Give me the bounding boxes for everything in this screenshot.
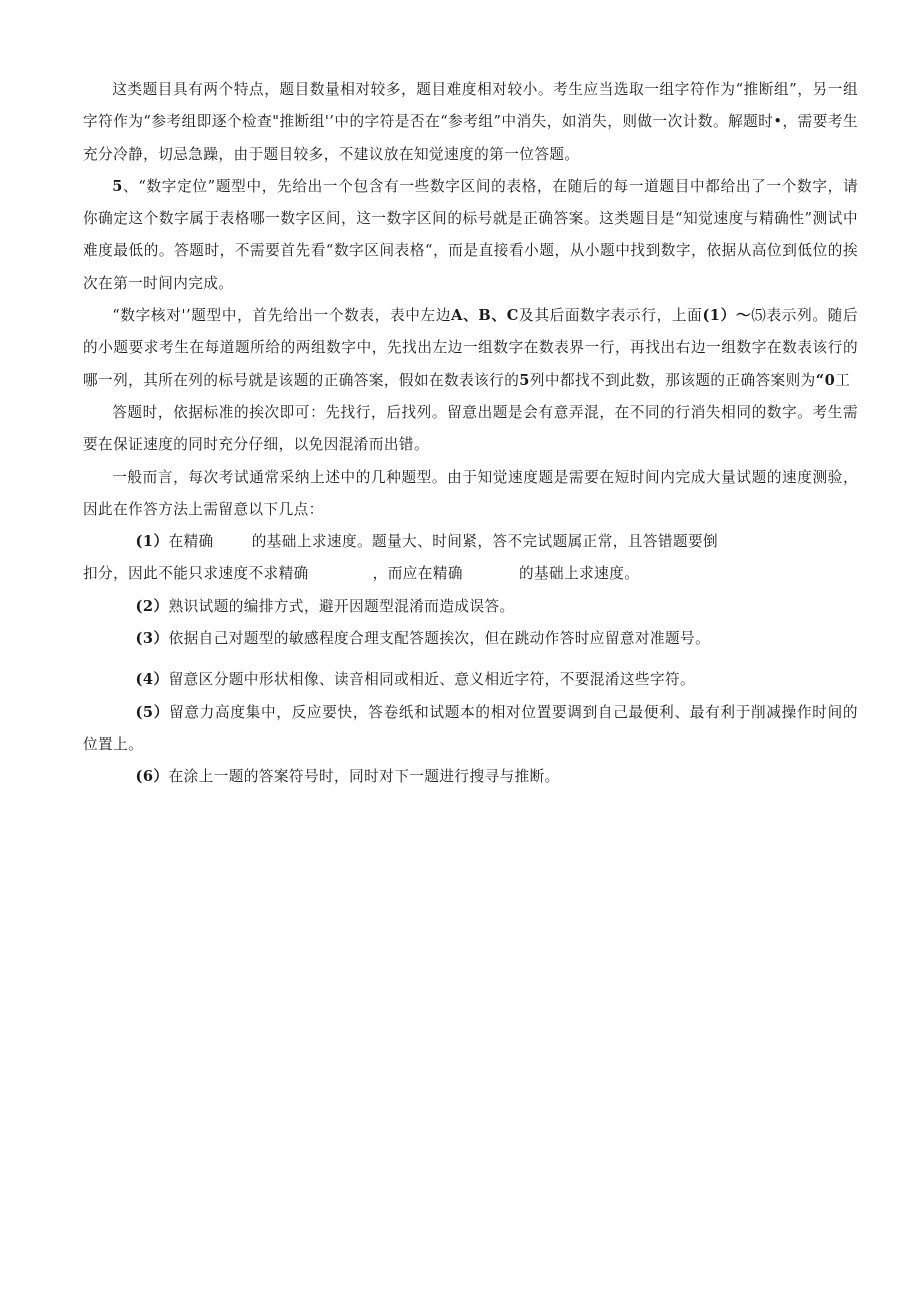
list-item-5 xyxy=(83,697,858,762)
list-item-2 xyxy=(83,591,858,623)
text-segment: ⑸表示列。随后的小题要求考生在每道题所给的两组数字中，先找出左边一组数字在数表界一行，再找出右边一组数字在数表该行的哪一列，其所在列的标号就是该题的正确答案，假如在数表该行的 xyxy=(83,307,858,389)
list-number: (6） xyxy=(135,768,169,786)
list-text: 依据自己对题型的敏感程度合理支配答题挨次，但在跳动作答时应留意对准题号。 xyxy=(168,630,711,648)
list-text: 留意力高度集中，反应要快，答卷纸和试题本的相对位置要调到自己最便利、最有利于削减操作时间的位置上。 xyxy=(83,703,858,753)
list-number: (2） xyxy=(135,597,169,615)
answer-zero: “0 xyxy=(815,371,836,389)
section-number: 5 xyxy=(112,177,123,195)
list-number: (1） xyxy=(135,533,169,551)
list-text: 扣分，因此不能只求速度不求精确 xyxy=(83,565,309,583)
list-text: 在精确 xyxy=(168,533,214,551)
list-item-1-continued xyxy=(83,558,858,590)
paragraph-text: 、“数字定位”题型中，先给出一个包含有一些数字区间的表格，在随后的每一道题目中都给出了一个数字，请你确定这个数字属于表格哪一数字区间，这一数字区间的标号就是正确答案。这类题目是“知觉速度与精确性”测试中难度最低的。答题时，不需要首先看“数字区间表格“，而是直接看小题，从小题中找到数字，依据从高位到低位的挨次在第一时间内完成。 xyxy=(83,177,858,292)
row-labels: A、B、C xyxy=(451,307,519,325)
list-text: 的基础上求速度。题量大、时间紧，答不完试题属正常，且答错题要倒 xyxy=(251,533,719,551)
paragraph-recognition-type: 这类题目具有两个特点，题目数量相对较多，题目难度相对较小。考生应当选取一组字符作为“推断组”，另一组字符作为“参考组即逐个检查"推断组'’中的字符是否在“参考组”中消失，如消失，则做一次计数。解题时•，需要考生充分冷静，切忌急躁，由于题目较多，不建议放在知觉速度的第一位答题。 xyxy=(83,81,858,163)
paragraph-answer-order: 答题时，依据标准的挨次即可：先找行，后找列。留意出题是会有意弄混，在不同的行消失相同的数字。考生需要在保证速度的同时充分仔细，以免因混淆而出错。 xyxy=(83,403,858,454)
list-text: 熟识试题的编排方式，避开因题型混淆而造成误答。 xyxy=(168,597,515,615)
list-text: 在涂上一题的答案符号时，同时对下一题进行搜寻与推断。 xyxy=(168,768,560,786)
text-segment: 工 xyxy=(835,371,851,389)
list-number: (3） xyxy=(135,630,169,648)
paragraph-number-location xyxy=(83,171,858,300)
list-item-3 xyxy=(83,623,858,655)
paragraph-number-check xyxy=(83,300,858,397)
document-body xyxy=(83,74,858,794)
list-item-6 xyxy=(83,761,858,793)
list-text: 留意区分题中形状相像、读音相同或相近、意义相近字符，不要混淆这些字符。 xyxy=(168,671,696,689)
list-item-4 xyxy=(83,664,858,696)
text-segment: “数字核对'’题型中，首先给出一个数表，表中左边 xyxy=(112,307,452,325)
column-count: 5 xyxy=(519,371,530,389)
column-range: (1）〜 xyxy=(702,307,752,325)
text-segment: 列中都找不到此数，那该题的正确答案则为 xyxy=(529,371,816,389)
list-number: (5） xyxy=(135,703,170,721)
paragraph-general: 一般而言，每次考试通常采纳上述中的几种题型。由于知觉速度题是需要在短时间内完成大量试题的速度测验，因此在作答方法上需留意以下几点： xyxy=(83,468,858,518)
text-segment: 及其后面数字表示行，上面 xyxy=(518,307,703,325)
list-text: ，而应在精确 xyxy=(372,565,463,583)
list-text: 的基础上求速度。 xyxy=(518,565,640,583)
list-item-1 xyxy=(83,526,858,558)
list-number: (4） xyxy=(135,671,169,689)
